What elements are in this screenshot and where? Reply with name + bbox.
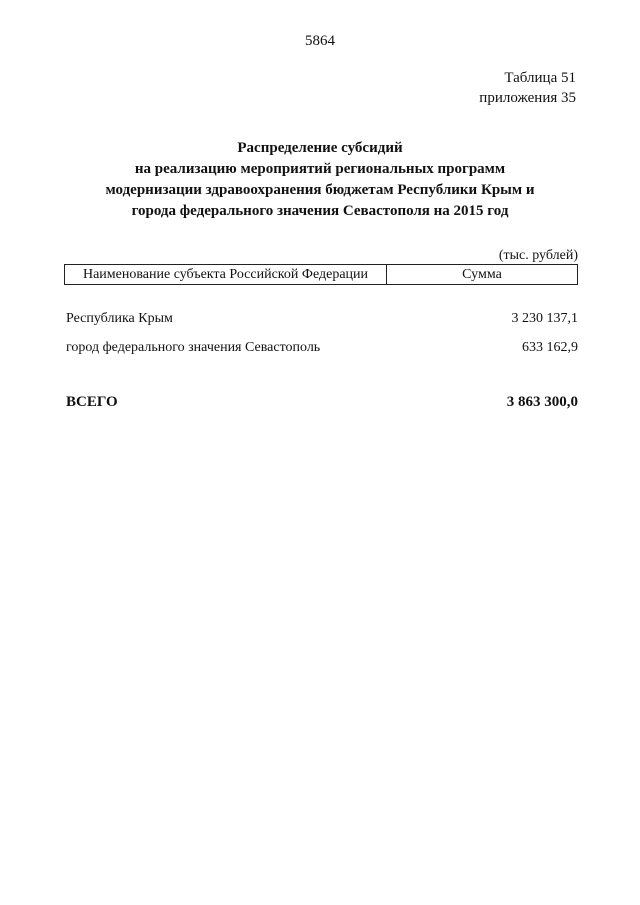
row-amount: 3 230 137,1: [511, 311, 578, 326]
table-reference: [479, 68, 576, 108]
total-amount: 3 863 300,0: [506, 394, 578, 410]
document-title: [60, 138, 580, 222]
units-label: (тыс. рублей): [498, 248, 578, 263]
title-line: города федерального значения Севастополя на 2015 год: [131, 203, 509, 219]
table-row: [66, 340, 578, 356]
title-line: на реализацию мероприятий региональных программ: [134, 161, 506, 177]
row-name: город федерального значения Севастополь: [66, 340, 321, 355]
table-header: [64, 264, 578, 285]
title-line: модернизации здравоохранения бюджетам Республики Крым и: [105, 182, 535, 198]
table-row: [66, 311, 578, 327]
row-amount: 633 162,9: [522, 340, 578, 355]
row-name: Республика Крым: [66, 311, 173, 326]
page-number: 5864: [305, 33, 335, 49]
column-header-amount: Сумма: [462, 267, 502, 282]
title-line: Распределение субсидий: [237, 140, 403, 156]
total-row: [66, 394, 578, 411]
table-reference-line: Таблица 51: [504, 70, 576, 86]
table-reference-line: приложения 35: [479, 90, 576, 106]
column-header-name: Наименование субъекта Российской Федерации: [65, 265, 387, 284]
total-label: ВСЕГО: [66, 394, 118, 410]
